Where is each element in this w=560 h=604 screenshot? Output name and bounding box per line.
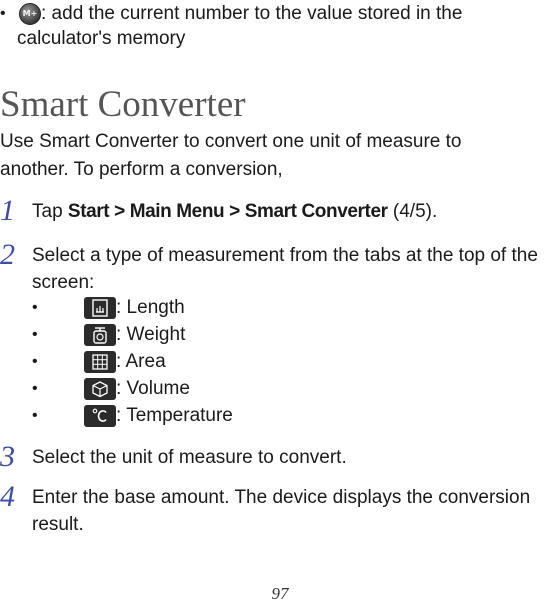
menu-start: Start [67,201,110,222]
step-4 [0,482,560,542]
bullet: • [0,5,6,22]
bullet: • [32,326,38,343]
length-ruler-icon [84,297,116,319]
bullet: • [32,353,38,370]
separator: > [109,201,130,222]
measurement-label: : Temperature [116,405,233,426]
step-number: 3 [0,440,15,473]
memory-description-line2: calculator's memory [17,28,186,49]
step-text: Select a type of measurement from the tabs at the top of the screen: [32,245,538,293]
volume-cube-icon [84,378,116,400]
step-suffix: (4/5). [387,201,438,222]
menu-main-menu: Main Menu [129,201,225,222]
bullet: • [32,407,38,424]
step-2 [0,240,560,300]
bullet: • [32,380,38,397]
measurement-label: : Weight [116,324,186,345]
step-text: Enter the base amount. The device displays the conversion result. [32,487,531,535]
menu-smart-converter: Smart Converter [244,201,388,222]
step-prefix: Tap [32,201,68,222]
step-number: 2 [0,238,15,271]
step-1 [0,196,560,228]
bullet: • [32,299,38,316]
step-number: 1 [0,194,15,227]
page-number: 97 [271,584,289,603]
memory-plus-icon: M+ [19,3,41,25]
section-title: Smart Converter [0,84,246,125]
step-text: Select the unit of measure to convert. [32,447,347,468]
memory-description-line1: : add the current number to the value stored in the [41,3,463,24]
measurement-label: : Volume [116,378,190,399]
separator: > [224,201,245,222]
step-text [32,198,560,225]
temperature-celsius-icon [84,405,116,427]
area-grid-icon [84,351,116,373]
measurement-label: : Area [116,351,166,372]
measurement-label: : Length [116,297,185,318]
section-intro: Use Smart Converter to convert one unit of measure to another. To perform a conversion, [0,131,462,180]
step-number: 4 [0,480,15,513]
weight-scale-icon [84,324,116,346]
step-3 [0,442,560,474]
